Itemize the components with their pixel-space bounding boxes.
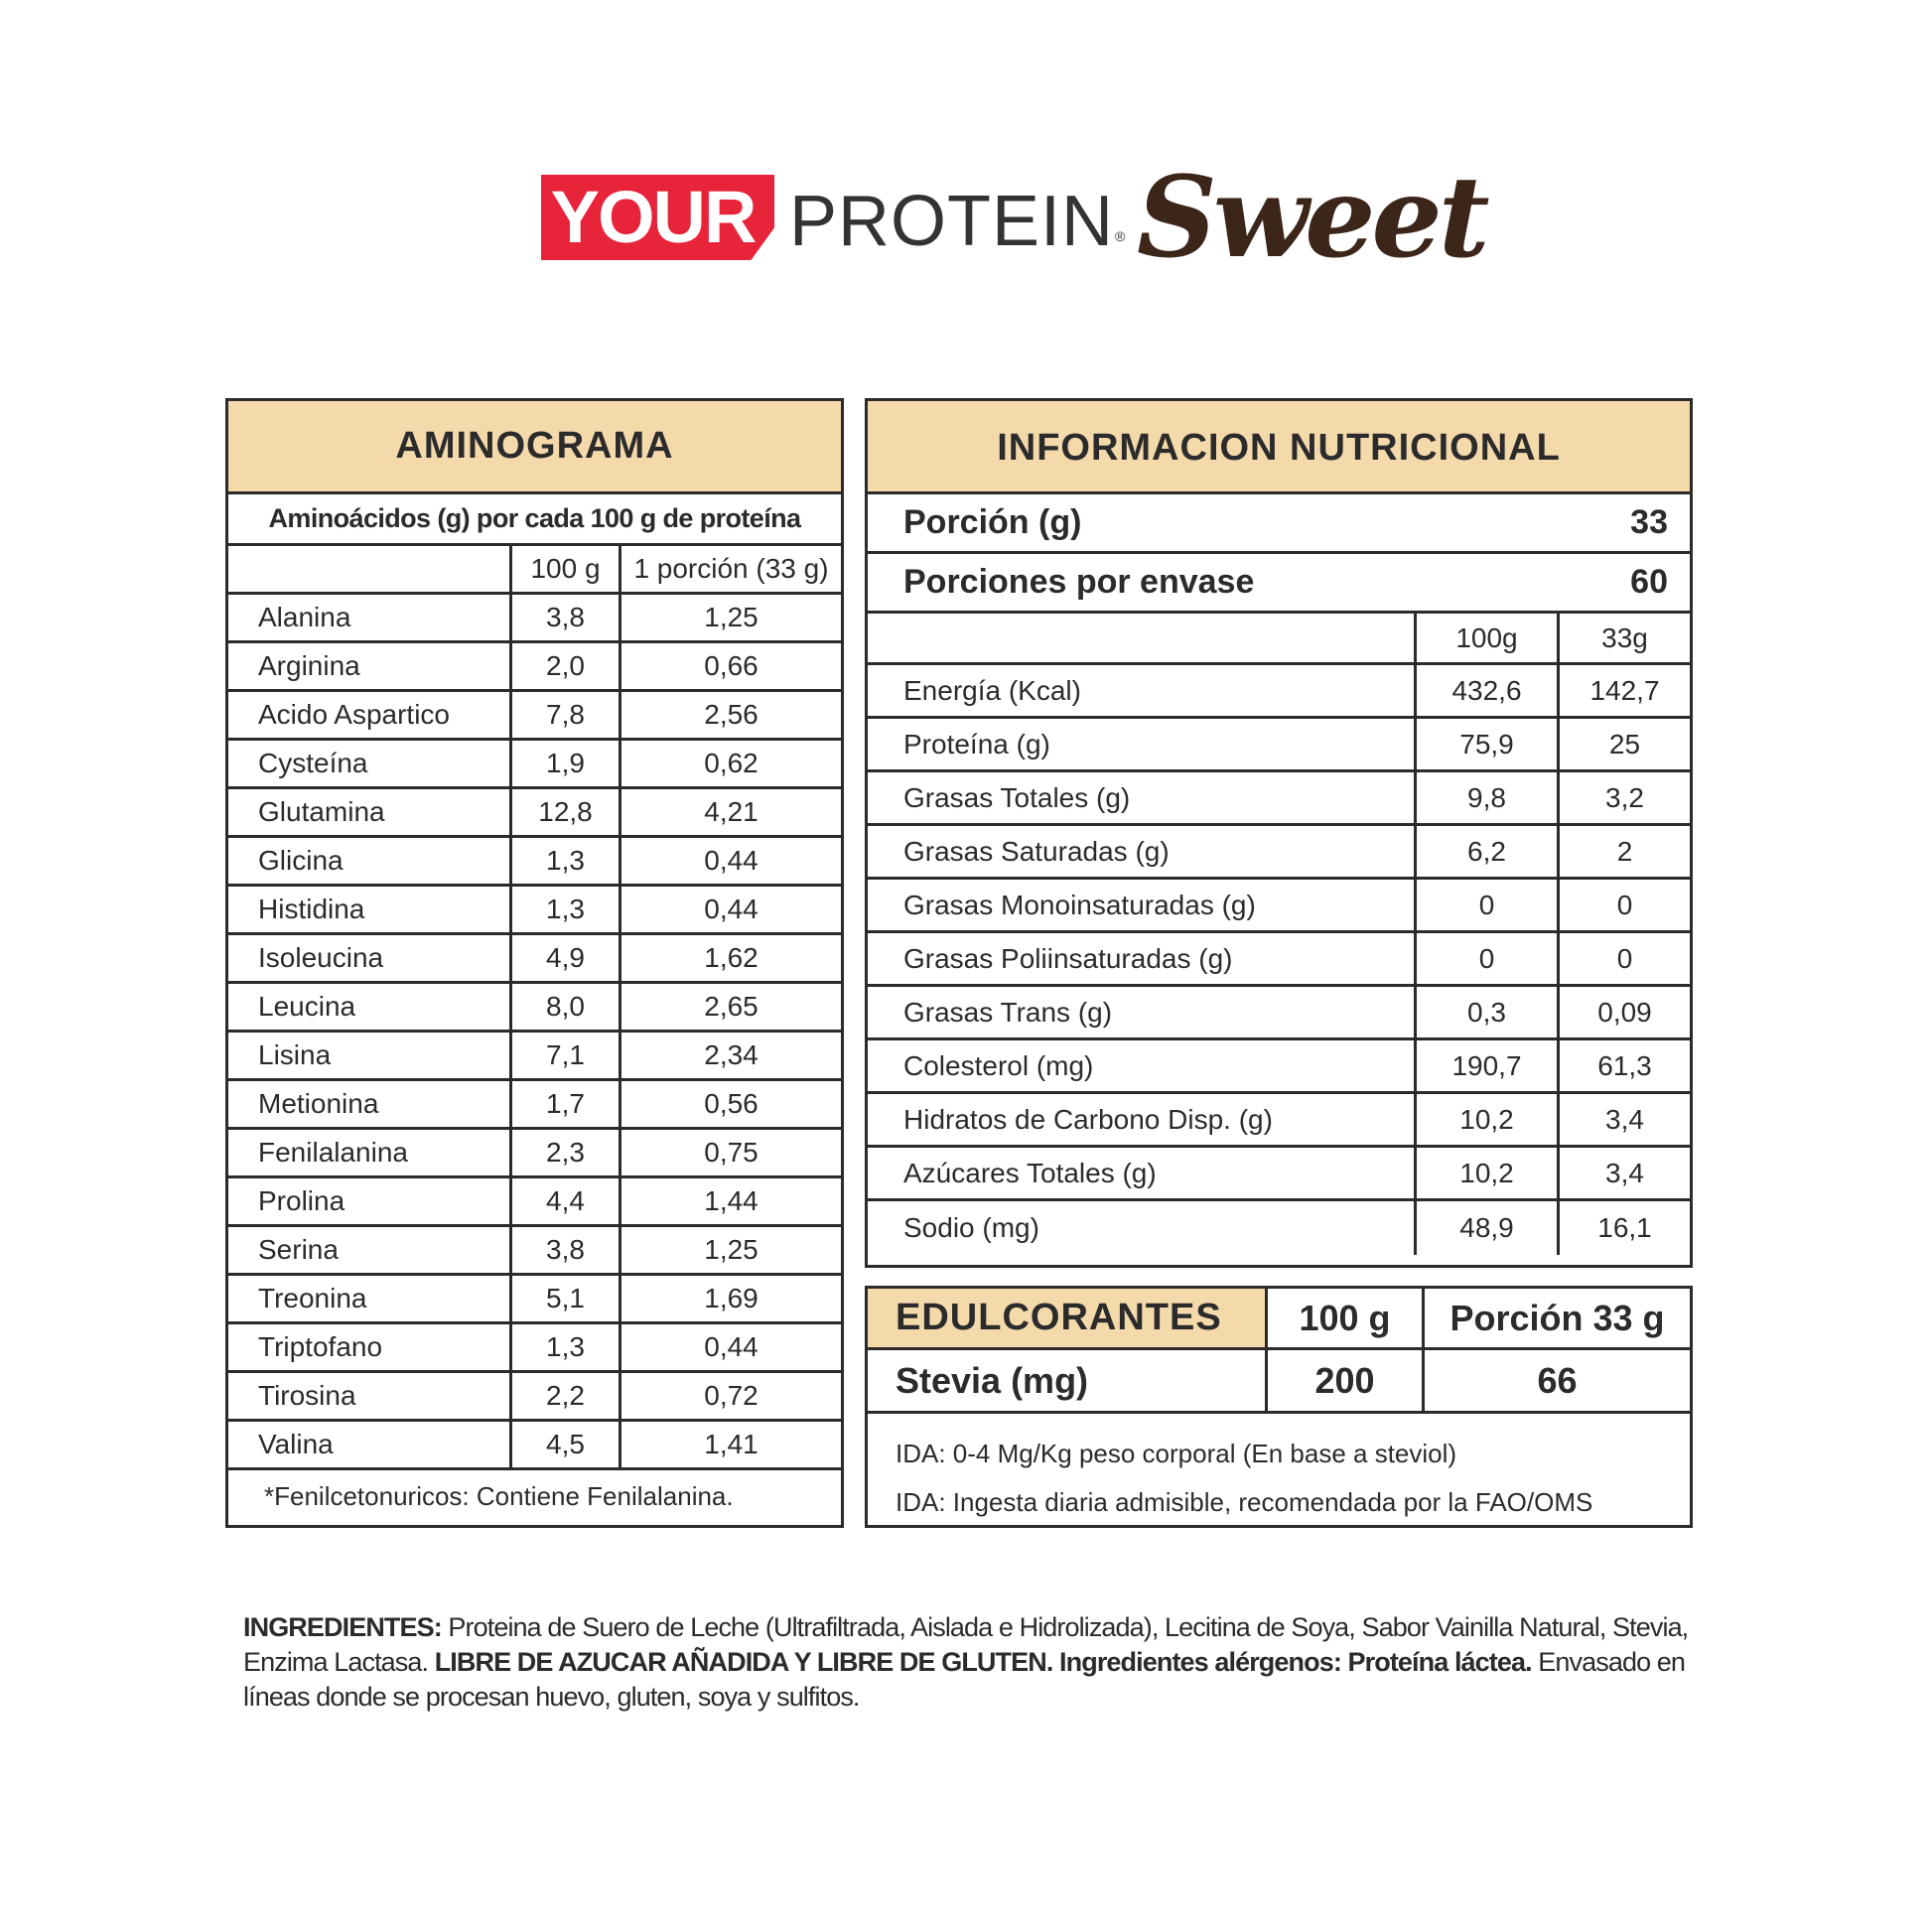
amino-100g: 12,8 [509, 789, 619, 835]
amino-porcion: 1,62 [619, 935, 841, 981]
amino-name: Arginina [258, 650, 360, 681]
nutrient-100g: 0,3 [1414, 987, 1557, 1037]
table-row [228, 984, 841, 1033]
table-row [868, 1094, 1690, 1148]
sweeteners-table [865, 1286, 1693, 1528]
amino-porcion: 1,44 [619, 1178, 841, 1224]
sweeteners-header-porcion: Porción 33 g [1422, 1289, 1690, 1347]
stevia-label: Stevia (mg) [896, 1359, 1089, 1401]
nutrition-column-header [868, 614, 1690, 665]
amino-name: Serina [258, 1234, 339, 1265]
amino-porcion: 0,56 [619, 1081, 841, 1127]
nutrient-33g: 16,1 [1557, 1201, 1690, 1255]
nutrition-header-100g: 100g [1414, 614, 1557, 662]
amino-porcion: 1,25 [619, 595, 841, 640]
nutrient-33g: 61,3 [1557, 1040, 1690, 1091]
table-row [868, 987, 1690, 1040]
amino-100g: 2,3 [509, 1130, 619, 1175]
aminograma-table [225, 398, 844, 1528]
nutrient-33g: 142,7 [1557, 665, 1690, 716]
nutrient-name: Grasas Trans (g) [903, 996, 1113, 1028]
sweeteners-title: EDULCORANTES [868, 1289, 1265, 1347]
nutrition-rows [868, 665, 1690, 1255]
amino-name: Acido Aspartico [258, 699, 450, 730]
portions-label: Porciones por envase [903, 563, 1255, 601]
nutrient-name: Energía (Kcal) [903, 674, 1081, 706]
nutrient-33g: 2 [1557, 826, 1690, 877]
amino-name: Lisina [258, 1039, 332, 1070]
table-row [868, 880, 1690, 933]
stevia-porcion: 66 [1422, 1350, 1690, 1411]
table-row [228, 595, 841, 643]
nutrient-100g: 6,2 [1414, 826, 1557, 877]
amino-100g: 4,4 [509, 1178, 619, 1224]
amino-porcion: 1,41 [619, 1422, 841, 1467]
amino-porcion: 1,25 [619, 1227, 841, 1273]
nutrient-name: Grasas Saturadas (g) [903, 835, 1170, 867]
amino-porcion: 0,44 [619, 1324, 841, 1370]
ida-notes [868, 1414, 1690, 1527]
amino-porcion: 0,44 [619, 887, 841, 932]
table-row [868, 665, 1690, 719]
amino-100g: 7,8 [509, 692, 619, 738]
logo-protein-text: PROTEIN [789, 182, 1115, 261]
nutrient-100g: 432,6 [1414, 665, 1557, 716]
logo-registered-mark: ® [1115, 228, 1126, 244]
aminograma-note: *Fenilcetonuricos: Contiene Fenilalanina. [264, 1481, 734, 1511]
amino-name: Glutamina [258, 796, 385, 827]
amino-100g: 1,3 [509, 838, 619, 884]
nutrient-33g: 3,4 [1557, 1094, 1690, 1145]
amino-porcion: 0,62 [619, 741, 841, 786]
aminograma-subtitle: Aminoácidos (g) por cada 100 g de proteína [228, 494, 841, 546]
amino-porcion: 2,65 [619, 984, 841, 1030]
amino-porcion: 0,72 [619, 1373, 841, 1419]
amino-name: Metionina [258, 1088, 379, 1119]
ingredients-free-of: LIBRE DE AZUCAR AÑADIDA Y LIBRE DE GLUTEN. Ingredientes alérgenos: Proteína láctea. [434, 1647, 1532, 1677]
amino-100g: 1,9 [509, 741, 619, 786]
table-row [868, 772, 1690, 826]
amino-name: Prolina [258, 1185, 345, 1216]
nutrient-name: Sodio (mg) [903, 1212, 1039, 1243]
amino-100g: 3,8 [509, 1227, 619, 1273]
nutrient-100g: 10,2 [1414, 1148, 1557, 1198]
nutrient-name: Colesterol (mg) [903, 1049, 1094, 1081]
ida-note-1: IDA: 0-4 Mg/Kg peso corporal (En base a steviol) [896, 1439, 1457, 1468]
amino-name: Alanina [258, 602, 351, 632]
amino-name: Triptofano [258, 1331, 383, 1362]
portions-value: 60 [1630, 563, 1668, 601]
amino-100g: 1,3 [509, 887, 619, 932]
nutrient-name: Hidratos de Carbono Disp. (g) [903, 1103, 1273, 1135]
nutrient-100g: 10,2 [1414, 1094, 1557, 1145]
table-row [868, 1040, 1690, 1094]
nutrient-name: Grasas Poliinsaturadas (g) [903, 942, 1233, 974]
nutrition-table [865, 398, 1693, 1268]
amino-100g: 1,3 [509, 1324, 619, 1370]
nutrition-header-empty [868, 614, 1414, 662]
table-row [868, 933, 1690, 987]
aminograma-header-100g: 100 g [509, 546, 619, 592]
ingredients-text [243, 1610, 1723, 1715]
table-row [228, 1178, 841, 1227]
table-row [228, 887, 841, 935]
amino-100g: 2,0 [509, 643, 619, 689]
table-row [228, 1227, 841, 1276]
ingredients-label: INGREDIENTES: [243, 1612, 442, 1642]
logo-your-text: YOUR [550, 176, 756, 258]
amino-name: Isoleucina [258, 942, 384, 973]
nutrient-33g: 3,4 [1557, 1148, 1690, 1198]
table-row [228, 1422, 841, 1470]
amino-name: Fenilalanina [258, 1137, 408, 1168]
aminograma-column-header [228, 546, 841, 595]
stevia-row [868, 1350, 1690, 1414]
amino-100g: 4,5 [509, 1422, 619, 1467]
amino-100g: 1,7 [509, 1081, 619, 1127]
ingredients-packaging-note: Envasado en líneas donde se procesan huevo, gluten, soya y sulfitos. [243, 1647, 1686, 1712]
nutrient-33g: 3,2 [1557, 772, 1690, 823]
table-row [228, 1130, 841, 1178]
table-row [228, 1324, 841, 1373]
table-row [228, 1081, 841, 1130]
ingredients-list: Proteina de Suero de Leche (Ultrafiltrada, Aislada e Hidrolizada), Lecitina de Soya, Sabor Vainilla Natural, Stevia, Enzima Lactasa. [243, 1612, 1689, 1677]
amino-name: Treonina [258, 1283, 367, 1313]
nutrient-100g: 190,7 [1414, 1040, 1557, 1091]
nutrition-portion-row [868, 494, 1690, 554]
amino-porcion: 0,66 [619, 643, 841, 689]
nutrition-header-33g: 33g [1557, 614, 1690, 662]
nutrient-name: Grasas Monoinsaturadas (g) [903, 889, 1256, 920]
nutrient-33g: 0 [1557, 880, 1690, 930]
table-row [228, 935, 841, 984]
sweeteners-header-row [868, 1289, 1690, 1350]
amino-100g: 7,1 [509, 1033, 619, 1078]
amino-name: Valina [258, 1429, 334, 1459]
amino-porcion: 0,44 [619, 838, 841, 884]
nutrient-33g: 0,09 [1557, 987, 1690, 1037]
table-row [868, 719, 1690, 772]
amino-100g: 8,0 [509, 984, 619, 1030]
table-row [228, 1373, 841, 1422]
nutrient-name: Azúcares Totales (g) [903, 1157, 1157, 1188]
table-row [868, 1201, 1690, 1255]
stevia-100g: 200 [1265, 1350, 1422, 1411]
amino-porcion: 2,34 [619, 1033, 841, 1078]
amino-name: Histidina [258, 894, 365, 924]
amino-porcion: 4,21 [619, 789, 841, 835]
amino-name: Cysteína [258, 748, 368, 778]
table-row [228, 789, 841, 838]
logo-sweet-script: Sweet [1137, 153, 1486, 283]
amino-100g: 3,8 [509, 595, 619, 640]
sweeteners-header-100g: 100 g [1265, 1289, 1422, 1347]
amino-name: Leucina [258, 991, 356, 1022]
portion-label: Porción (g) [903, 503, 1082, 541]
nutrient-100g: 0 [1414, 880, 1557, 930]
nutrition-title: INFORMACION NUTRICIONAL [868, 401, 1690, 494]
aminograma-title: AMINOGRAMA [228, 401, 841, 494]
ida-note-2: IDA: Ingesta diaria admisible, recomendada por la FAO/OMS [896, 1487, 1593, 1517]
nutrient-33g: 0 [1557, 933, 1690, 984]
table-row [228, 838, 841, 887]
table-row [228, 1033, 841, 1081]
table-row [228, 643, 841, 692]
nutrient-100g: 9,8 [1414, 772, 1557, 823]
nutrient-33g: 25 [1557, 719, 1690, 769]
amino-name: Tirosina [258, 1380, 356, 1411]
aminograma-header-porcion: 1 porción (33 g) [619, 546, 841, 592]
amino-100g: 5,1 [509, 1276, 619, 1321]
brand-logo [541, 149, 1486, 288]
amino-100g: 4,9 [509, 935, 619, 981]
table-row [868, 1148, 1690, 1201]
nutrition-portions-row [868, 554, 1690, 614]
nutrient-name: Grasas Totales (g) [903, 781, 1131, 813]
table-row [228, 741, 841, 789]
nutrient-100g: 0 [1414, 933, 1557, 984]
nutrient-100g: 48,9 [1414, 1201, 1557, 1255]
nutrient-name: Proteína (g) [903, 728, 1050, 759]
aminograma-header-empty [228, 546, 509, 592]
amino-porcion: 0,75 [619, 1130, 841, 1175]
table-row [868, 826, 1690, 880]
table-row [228, 692, 841, 741]
amino-porcion: 1,69 [619, 1276, 841, 1321]
table-row [228, 1276, 841, 1324]
nutrient-100g: 75,9 [1414, 719, 1557, 769]
amino-100g: 2,2 [509, 1373, 619, 1419]
amino-name: Glicina [258, 845, 344, 876]
aminograma-rows [228, 595, 841, 1470]
amino-porcion: 2,56 [619, 692, 841, 738]
portion-value: 33 [1630, 503, 1668, 541]
